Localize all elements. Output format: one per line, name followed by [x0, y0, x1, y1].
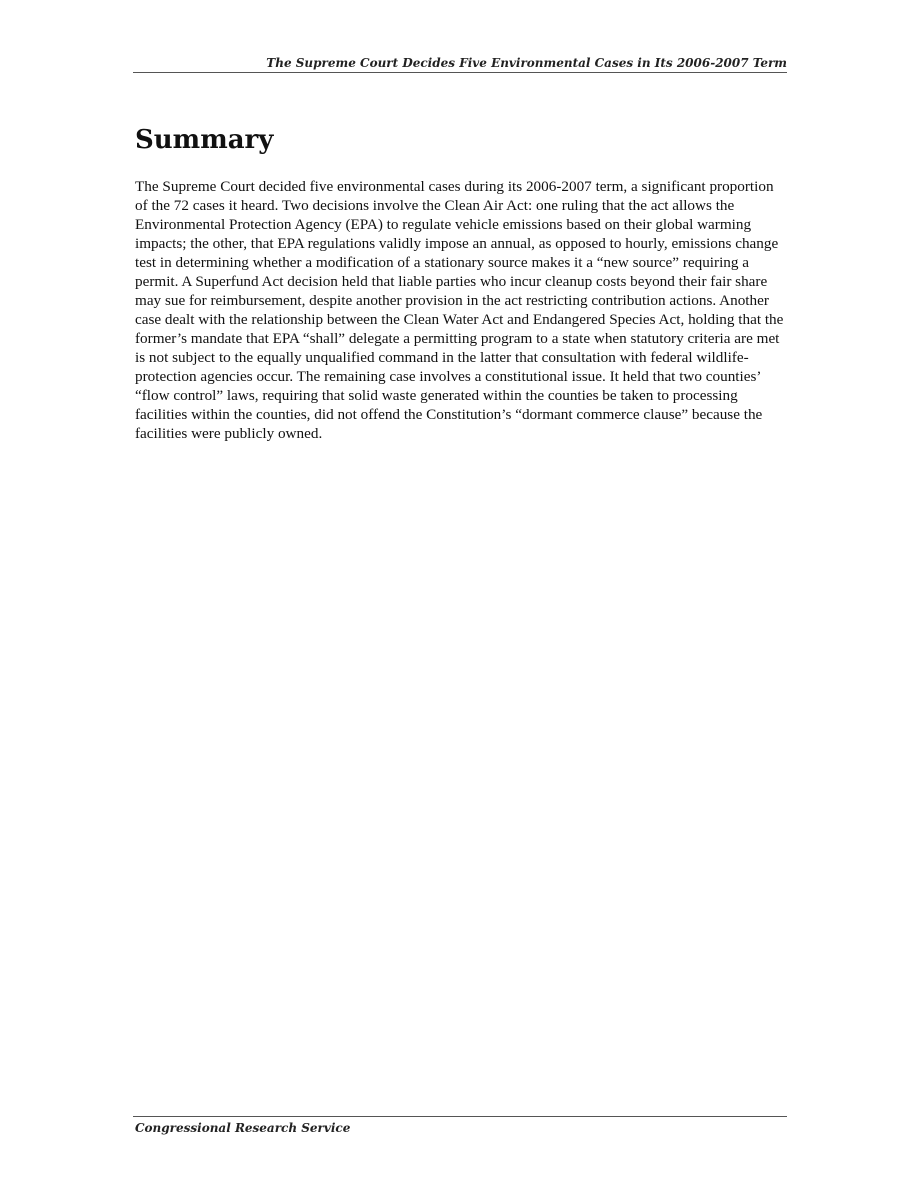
running-footer: Congressional Research Service	[135, 1121, 351, 1135]
page-title: Summary	[135, 125, 274, 155]
running-header: The Supreme Court Decides Five Environmental Cases in Its 2006-2007 Term	[266, 56, 787, 70]
header-divider	[133, 72, 787, 73]
summary-paragraph: The Supreme Court decided five environmental cases during its 2006-2007 term, a significant proportion of the 72 cases it heard. Two decisions involve the Clean Air Act: one ruling that the act allows the Environmental Protection Agency (EPA) to regulate vehicle emissions based on their global warming impacts; the other, that EPA regulations validly impose an annual, as opposed to hourly, emissions change test in determining whether a modification of a stationary source makes it a “new source” requiring a permit. A Superfund Act decision held that liable parties who incur cleanup costs beyond their fair share may sue for reimbursement, despite another provision in the act restricting contribution actions. Another case dealt with the relationship between the Clean Water Act and Endangered Species Act, holding that the former’s mandate that EPA “shall” delegate a permitting program to a state when statutory criteria are met is not subject to the equally unqualified command in the latter that consultation with federal wildlife-protection agencies occur. The remaining case involves a constitutional issue. It held that two counties’ “flow control” laws, requiring that solid waste generated within the counties be taken to processing facilities within the counties, did not offend the Constitution’s “dormant commerce clause” because the facilities were publicly owned.	[135, 178, 784, 442]
footer-divider	[133, 1116, 787, 1117]
